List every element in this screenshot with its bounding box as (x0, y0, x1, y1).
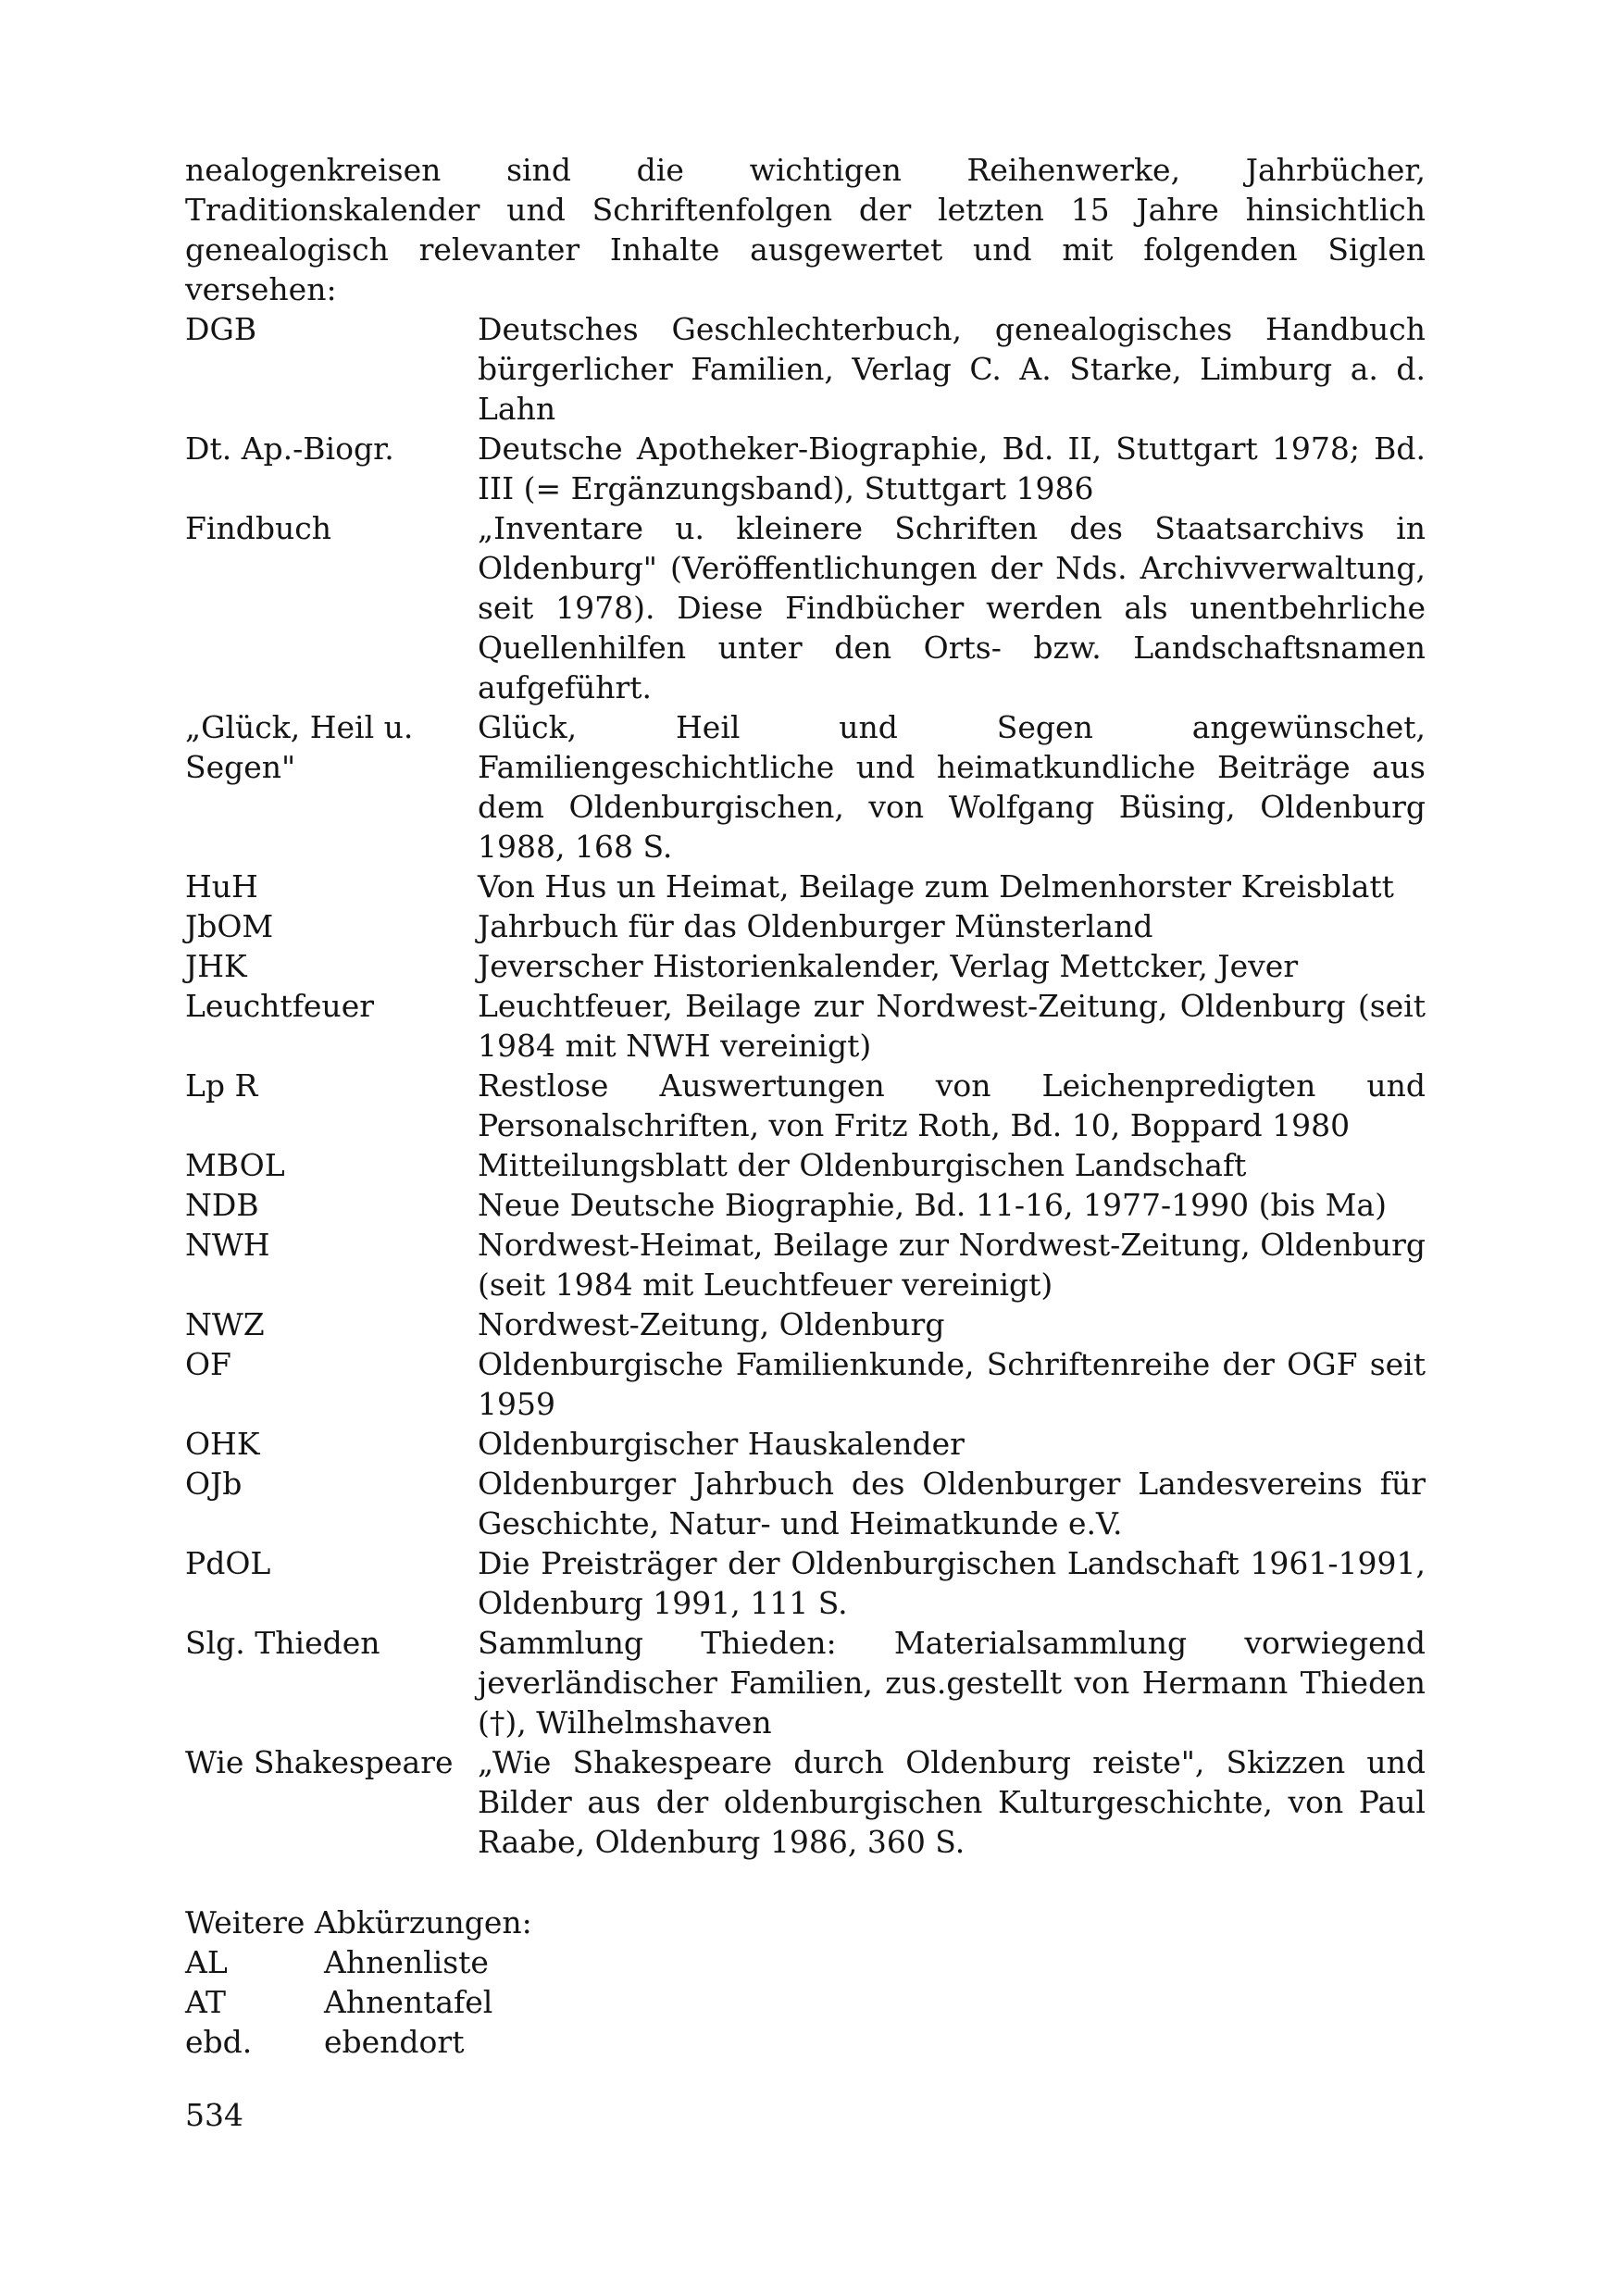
abbreviation-row (185, 508, 1426, 707)
abbreviation-key: OJb (185, 1466, 243, 1502)
abbreviation-description: Oldenburgischer Hauskalender (478, 1426, 965, 1462)
abbreviation-key: Findbuch (185, 510, 331, 546)
abbreviation-row (185, 1623, 1426, 1742)
abbreviation-row (185, 1344, 1426, 1424)
abbreviation-description: Die Preisträger der Oldenburgischen Landschaft 1961-1991, Oldenburg 1991, 111 S. (478, 1545, 1426, 1621)
further-abbreviations (185, 1903, 1426, 2062)
abbreviation-row (185, 1464, 1426, 1543)
abbreviation-key: OF (185, 1346, 231, 1382)
further-abbreviation-key: AL (185, 1944, 228, 1980)
abbreviation-description: Jahrbuch für das Oldenburger Münsterland (478, 908, 1153, 944)
further-abbreviation-key: AT (185, 1984, 227, 2020)
further-abbreviation-row (185, 2022, 1426, 2062)
further-abbreviation-description: ebendort (324, 2024, 465, 2060)
abbreviation-description: Von Hus un Heimat, Beilage zum Delmenhorster Kreisblatt (478, 868, 1394, 905)
abbreviation-description: Jeverscher Historienkalender, Verlag Mettcker, Jever (478, 948, 1299, 984)
abbreviation-key: JbOM (185, 908, 274, 944)
abbreviation-description: Oldenburger Jahrbuch des Oldenburger Landesvereins für Geschichte, Natur- und Heimatkunde e.V. (478, 1466, 1426, 1541)
abbreviation-description: Nordwest-Zeitung, Oldenburg (478, 1306, 945, 1342)
abbreviation-row (185, 1424, 1426, 1464)
abbreviation-key: Leuchtfeuer (185, 988, 374, 1024)
abbreviation-row (185, 867, 1426, 906)
abbreviation-key: Slg. Thieden (185, 1625, 380, 1661)
abbreviation-description: Deutsches Geschlechterbuch, genealogisches Handbuch bürgerlicher Familien, Verlag C. A. Starke, Limburg a. d. Lahn (478, 311, 1426, 427)
abbreviation-row (185, 1145, 1426, 1185)
further-abbreviations-heading: Weitere Abkürzungen: (185, 1904, 532, 1940)
further-abbreviation-row (185, 1942, 1426, 1982)
abbreviation-key: DGB (185, 311, 257, 347)
abbreviation-row (185, 986, 1426, 1066)
abbreviation-row (185, 1185, 1426, 1225)
abbreviation-description: Oldenburgische Familienkunde, Schriftenreihe der OGF seit 1959 (478, 1346, 1426, 1422)
abbreviation-key: Lp R (185, 1067, 258, 1104)
further-abbreviation-description: Ahnentafel (324, 1984, 493, 2020)
page-number: 534 (185, 2097, 243, 2133)
abbreviation-key: HuH (185, 868, 258, 905)
abbreviation-row (185, 707, 1426, 867)
abbreviation-row (185, 429, 1426, 508)
abbreviation-key: PdOL (185, 1545, 271, 1581)
abbreviation-description: „Wie Shakespeare durch Oldenburg reiste", Skizzen und Bilder aus der oldenburgischen Kulturgeschichte, von Paul Raabe, Oldenburg 1986, 360 S. (478, 1744, 1426, 1860)
abbreviation-key: NWH (185, 1227, 270, 1263)
further-abbreviation-row (185, 1982, 1426, 2022)
abbreviation-row (185, 309, 1426, 429)
abbreviation-key: Wie Shakespeare (185, 1744, 454, 1780)
further-abbreviation-key: ebd. (185, 2024, 253, 2060)
abbreviation-row (185, 906, 1426, 946)
abbreviation-key: JHK (185, 948, 247, 984)
abbreviation-row (185, 1543, 1426, 1623)
abbreviation-row (185, 1742, 1426, 1862)
abbreviation-key: MBOL (185, 1147, 285, 1183)
abbreviation-row (185, 946, 1426, 986)
further-abbreviation-description: Ahnenliste (324, 1944, 489, 1980)
abbreviation-description: Sammlung Thieden: Materialsammlung vorwiegend jeverländischer Familien, zus.gestellt von Hermann Thieden (†), Wilhelmshaven (478, 1625, 1426, 1741)
abbreviation-list (185, 309, 1426, 1862)
intro-paragraph: nealogenkreisen sind die wichtigen Reihenwerke, Jahrbücher, Traditionskalender und Schriftenfolgen der letzten 15 Jahre hinsichtlich genealogisch relevanter Inhalte ausgewertet und mit folgenden Siglen versehen: (185, 152, 1426, 307)
abbreviation-description: Mitteilungsblatt der Oldenburgischen Landschaft (478, 1147, 1247, 1183)
abbreviation-key: „Glück, Heil u. Segen" (185, 709, 414, 785)
abbreviation-key: Dt. Ap.-Biogr. (185, 430, 394, 467)
abbreviation-row (185, 1225, 1426, 1304)
abbreviation-description: „Inventare u. kleinere Schriften des Staatsarchivs in Oldenburg" (Veröffentlichungen der Nds. Archivverwaltung, seit 1978). Diese Findbücher werden als unentbehrliche Quellenhilfen unter den Orts- bzw. Landschaftsnamen aufgeführt. (478, 510, 1426, 705)
abbreviation-key: NDB (185, 1187, 259, 1223)
abbreviation-row (185, 1066, 1426, 1145)
document-page (185, 150, 1426, 2135)
abbreviation-description: Neue Deutsche Biographie, Bd. 11-16, 1977-1990 (bis Ma) (478, 1187, 1387, 1223)
abbreviation-description: Deutsche Apotheker-Biographie, Bd. II, Stuttgart 1978; Bd. III (= Ergänzungsband), Stuttgart 1986 (478, 430, 1426, 506)
abbreviation-key: NWZ (185, 1306, 265, 1342)
abbreviation-key: OHK (185, 1426, 260, 1462)
abbreviation-description: Glück, Heil und Segen angewünschet, Familiengeschichtliche und heimatkundliche Beiträge aus dem Oldenburgischen, von Wolfgang Büsing, Oldenburg 1988, 168 S. (478, 709, 1426, 865)
abbreviation-row (185, 1304, 1426, 1344)
abbreviation-description: Nordwest-Heimat, Beilage zur Nordwest-Zeitung, Oldenburg (seit 1984 mit Leuchtfeuer vereinigt) (478, 1227, 1426, 1303)
abbreviation-description: Restlose Auswertungen von Leichenpredigten und Personalschriften, von Fritz Roth, Bd. 10, Boppard 1980 (478, 1067, 1426, 1143)
abbreviation-description: Leuchtfeuer, Beilage zur Nordwest-Zeitung, Oldenburg (seit 1984 mit NWH vereinigt) (478, 988, 1426, 1064)
